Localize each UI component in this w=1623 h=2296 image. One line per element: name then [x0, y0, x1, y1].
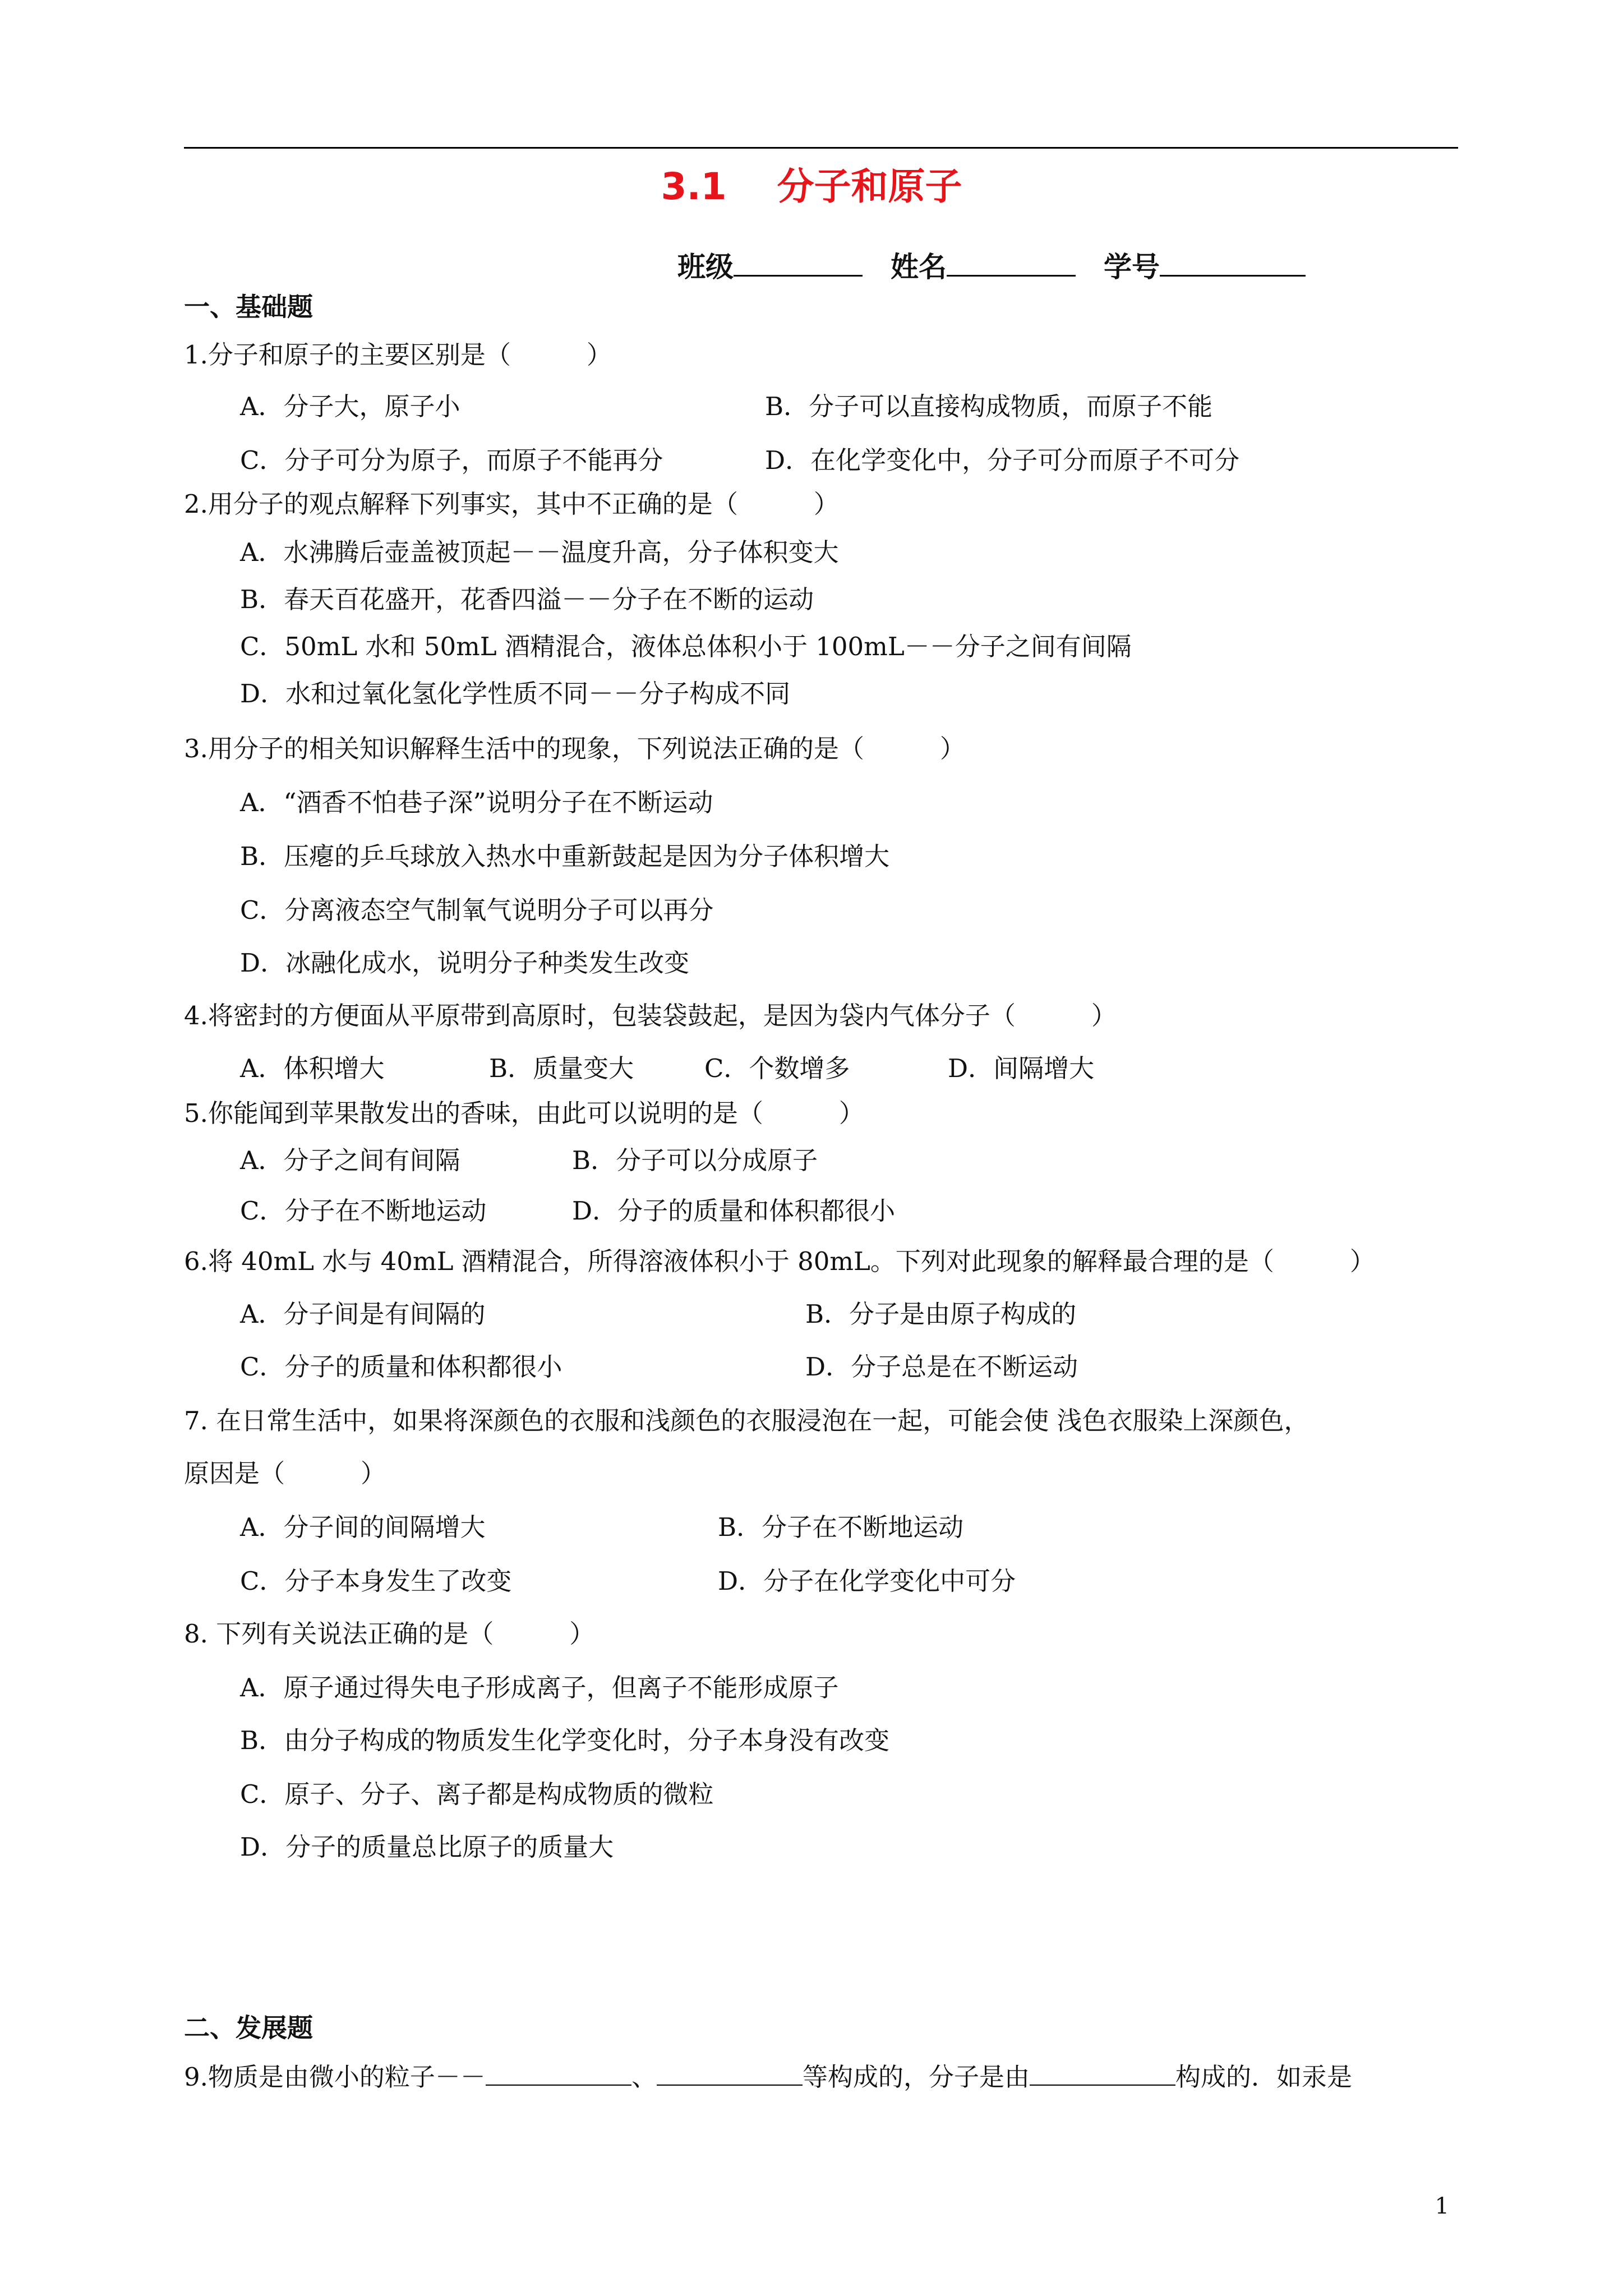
q9-part2: 等构成的，分子是由 [802, 2062, 1030, 2092]
q1-option-a: A．分子大，原子小 [240, 392, 460, 421]
q7-option-c: C．分子本身发生了改变 [240, 1566, 512, 1596]
q2-option-b: B．春天百花盛开，花香四溢－－分子在不断的运动 [240, 585, 814, 614]
q3-option-a: A．“酒香不怕巷子深”说明分子在不断运动 [240, 788, 713, 817]
title-number: 3.1 [661, 165, 727, 208]
q2-option-d: D．水和过氧化氢化学性质不同－－分子构成不同 [240, 679, 791, 708]
page-title [0, 165, 1623, 208]
q4-option-c: C．个数增多 [704, 1053, 850, 1083]
q5-option-d: D．分子的质量和体积都很小 [572, 1196, 896, 1226]
q7-option-b: B．分子在不断地运动 [718, 1512, 964, 1542]
q6-option-b: B．分子是由原子构成的 [805, 1299, 1077, 1329]
section-basic: 一、基础题 [184, 292, 313, 322]
q4-stem: 4.将密封的方便面从平原带到高原时，包装袋鼓起，是因为袋内气体分子（ ） [184, 1001, 1117, 1030]
q3-stem: 3.用分子的相关知识解释生活中的现象，下列说法正确的是（ ） [184, 734, 965, 763]
q5-option-a: A．分子之间有间隔 [240, 1145, 460, 1175]
class-label: 班级 [677, 251, 734, 283]
id-blank[interactable] [1160, 247, 1306, 277]
student-info [677, 247, 1306, 281]
title-text: 分子和原子 [777, 165, 962, 208]
q7-option-a: A．分子间的间隔增大 [240, 1512, 486, 1542]
q2-stem: 2.用分子的观点解释下列事实，其中不正确的是（ ） [184, 489, 839, 519]
q8-option-b: B．由分子构成的物质发生化学变化时，分子本身没有改变 [240, 1726, 890, 1755]
name-blank[interactable] [947, 247, 1076, 277]
q9-part1: 9.物质是由微小的粒子－－ [184, 2062, 486, 2092]
q8-stem: 8. 下列有关说法正确的是（ ） [184, 1619, 595, 1649]
q9-stem [184, 2062, 1352, 2090]
q8-option-a: A．原子通过得失电子形成离子，但离子不能形成原子 [240, 1673, 839, 1703]
q9-part3: 构成的．如汞是 [1175, 2062, 1352, 2092]
q5-stem: 5.你能闻到苹果散发出的香味，由此可以说明的是（ ） [184, 1098, 864, 1128]
q6-option-c: C．分子的质量和体积都很小 [240, 1352, 562, 1382]
q1-option-b: B．分子可以直接构成物质，而原子不能 [765, 392, 1213, 421]
q2-option-a: A．水沸腾后壶盖被顶起－－温度升高，分子体积变大 [240, 537, 839, 567]
header-rule [184, 147, 1458, 149]
q7-option-d: D．分子在化学变化中可分 [718, 1566, 1016, 1596]
q9-blank-2[interactable] [657, 2062, 803, 2086]
q2-option-c: C．50mL 水和 50mL 酒精混合，液体总体积小于 100mL－－分子之间有间隔 [240, 632, 1132, 661]
q5-option-c: C．分子在不断地运动 [240, 1196, 487, 1226]
q3-option-b: B．压瘪的乒乓球放入热水中重新鼓起是因为分子体积增大 [240, 841, 890, 871]
q3-option-c: C．分离液态空气制氧气说明分子可以再分 [240, 895, 714, 925]
q5-option-b: B．分子可以分成原子 [572, 1145, 818, 1175]
q1-option-d: D．在化学变化中，分子可分而原子不可分 [765, 445, 1240, 475]
q3-option-d: D．冰融化成水，说明分子种类发生改变 [240, 948, 690, 978]
q4-option-b: B．质量变大 [489, 1053, 634, 1083]
q8-option-c: C．原子、分子、离子都是构成物质的微粒 [240, 1779, 714, 1809]
name-label: 姓名 [891, 251, 947, 283]
q6-stem: 6.将 40mL 水与 40mL 酒精混合，所得溶液体积小于 80mL。下列对此现象的解释最合理的是（ ） [184, 1246, 1375, 1276]
q4-option-d: D．间隔增大 [948, 1053, 1095, 1083]
q1-option-c: C．分子可分为原子，而原子不能再分 [240, 445, 663, 475]
q9-separator: 、 [631, 2062, 657, 2092]
id-label: 学号 [1104, 251, 1160, 283]
page-number: 1 [1435, 2193, 1449, 2219]
q9-blank-3[interactable] [1030, 2062, 1175, 2086]
q6-option-a: A．分子间是有间隔的 [240, 1299, 486, 1329]
q6-option-d: D．分子总是在不断运动 [805, 1352, 1078, 1382]
q4-option-a: A．体积增大 [240, 1053, 385, 1083]
q7-stem: 7. 在日常生活中，如果将深颜色的衣服和浅颜色的衣服浸泡在一起，可能会使 浅色衣服染上深颜色， [184, 1406, 1310, 1435]
q7-stem-continued: 原因是（ ） [184, 1458, 386, 1488]
q8-option-d: D．分子的质量总比原子的质量大 [240, 1832, 614, 1862]
class-blank[interactable] [734, 247, 863, 277]
section-develop: 二、发展题 [184, 2013, 313, 2043]
q1-stem: 1.分子和原子的主要区别是（ ） [184, 340, 612, 370]
q9-blank-1[interactable] [486, 2062, 631, 2086]
